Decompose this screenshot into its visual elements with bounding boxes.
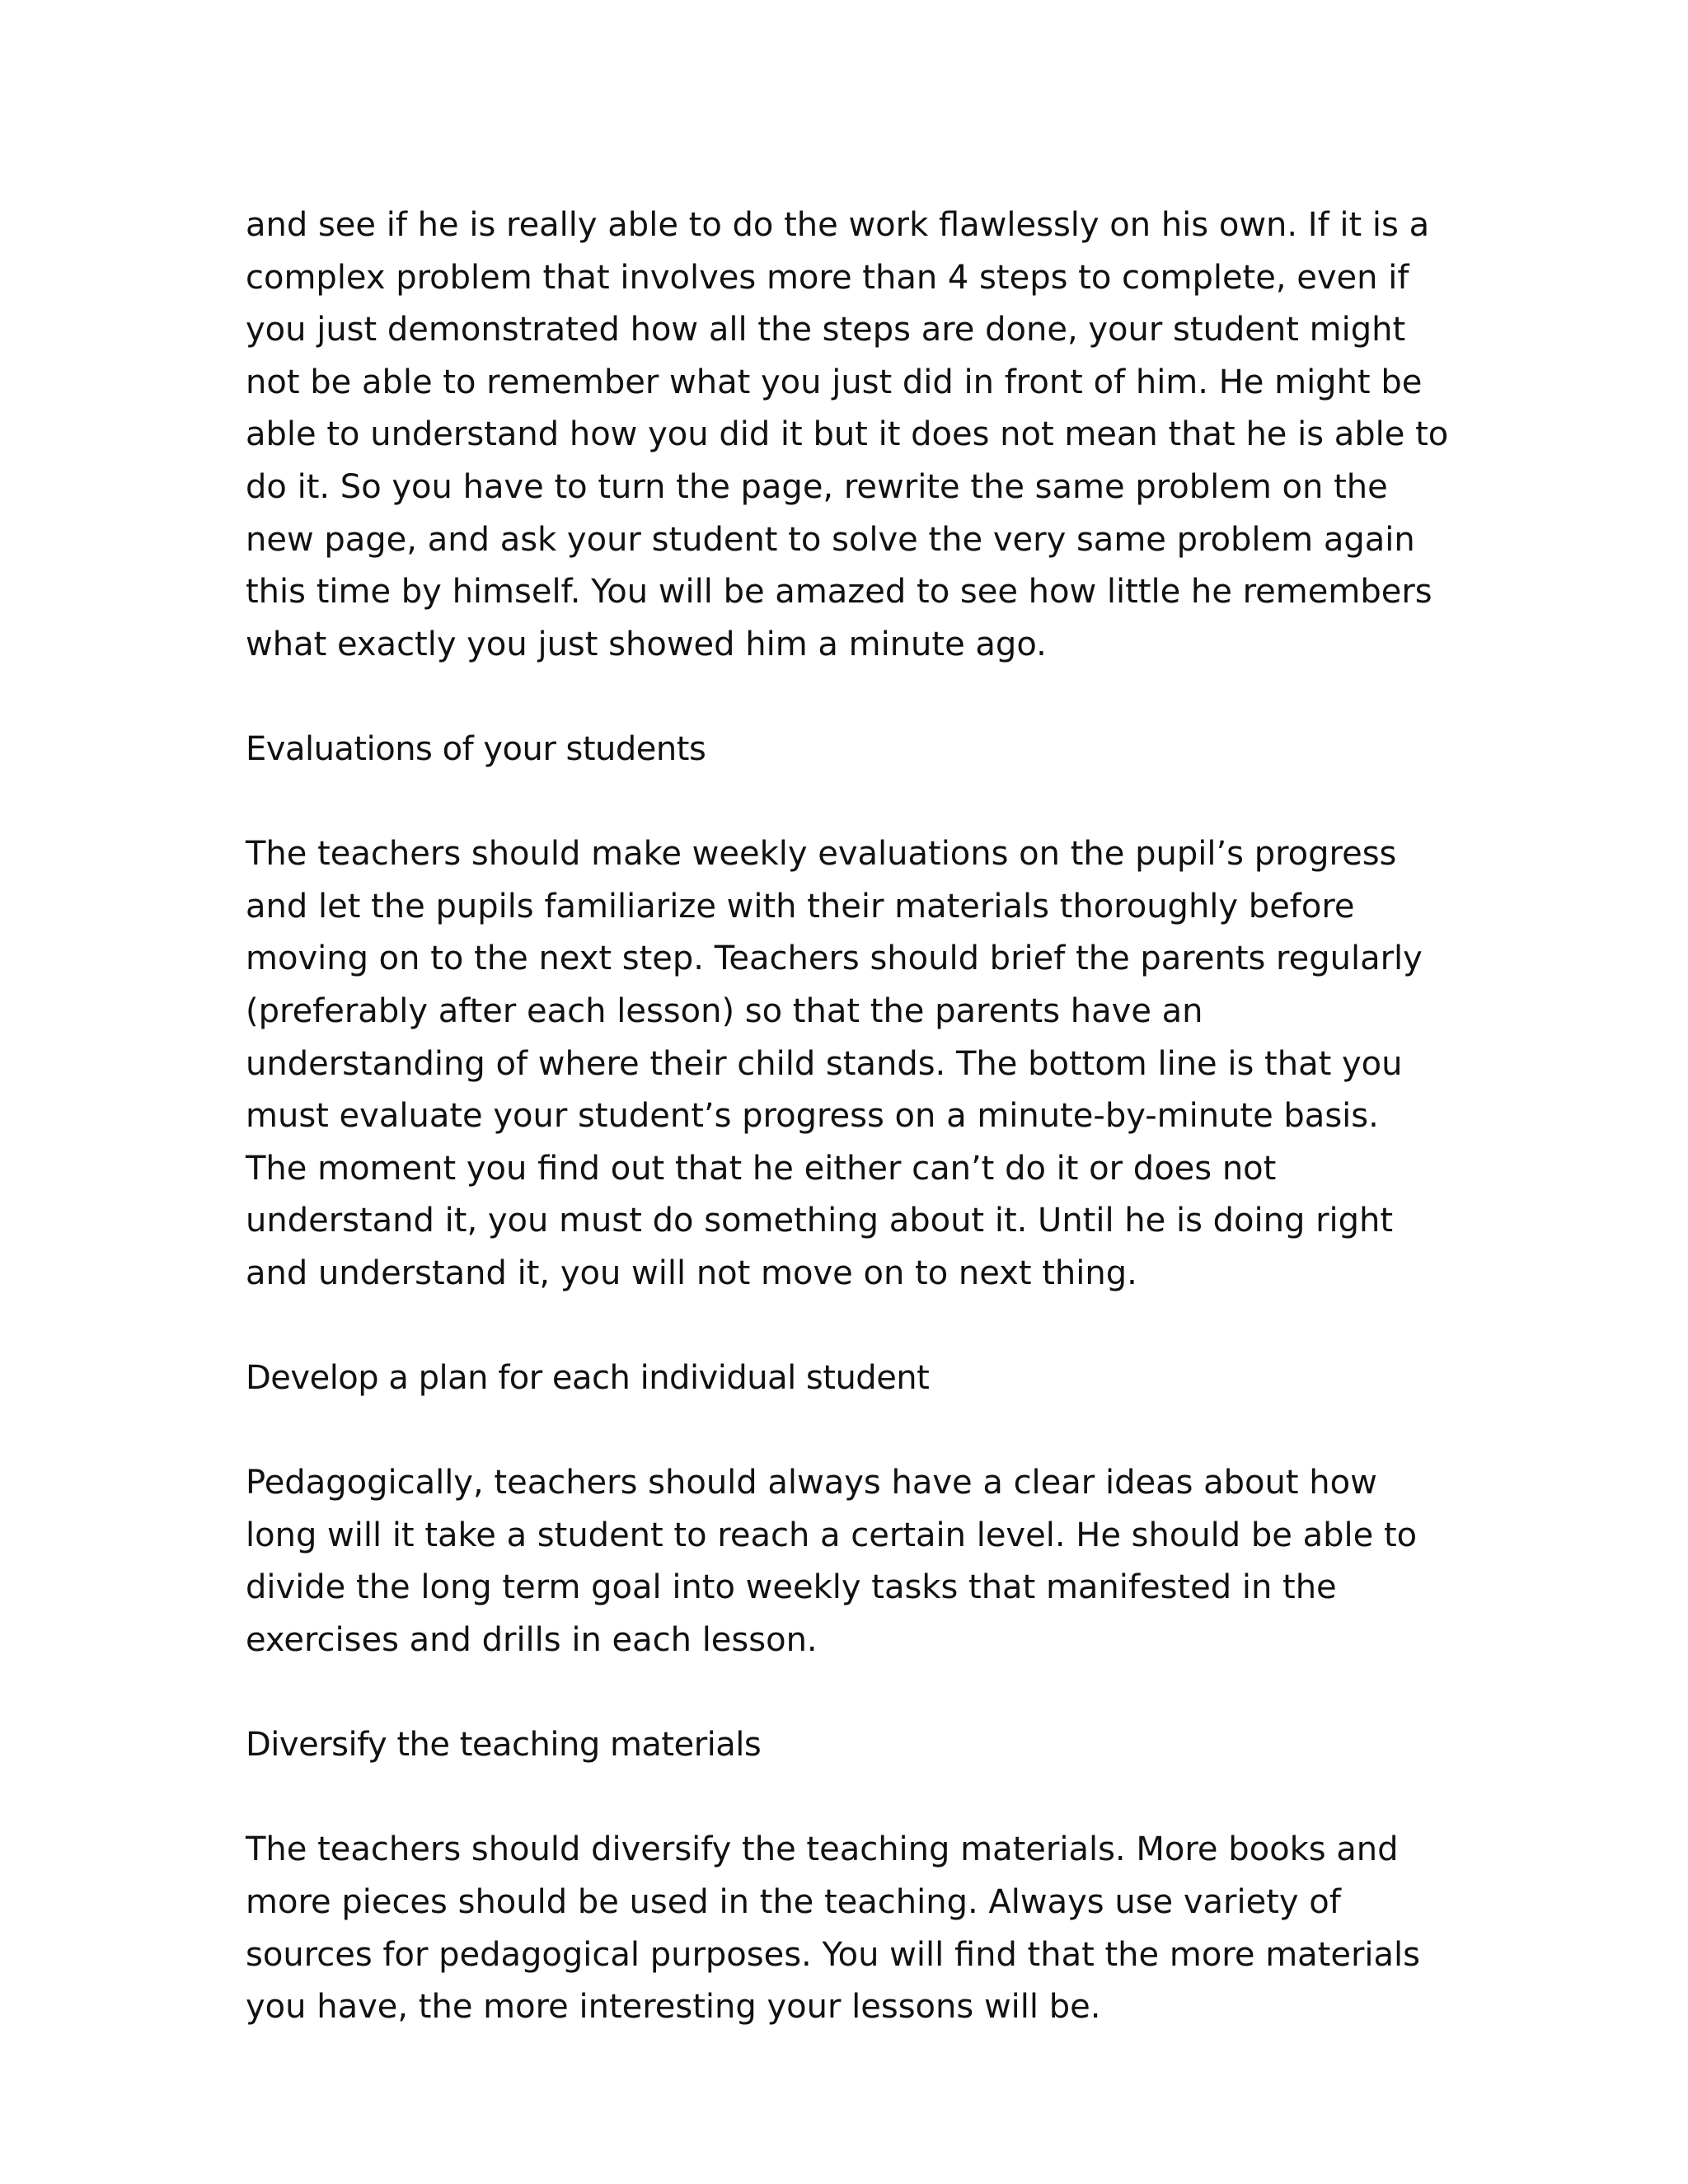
spacer: [246, 1300, 1449, 1352]
heading-develop-plan: Develop a plan for each individual student: [246, 1359, 930, 1398]
spacer: [246, 1667, 1449, 1720]
heading-evaluations: Evaluations of your students: [246, 729, 706, 768]
paragraph-evaluations: The teachers should make weekly evaluations on the pupil’s progress and let the pupils familiarize with their materials thoroughly before moving on to the next step. Teachers should brief the parents regularly (preferably after each lesson) so that the parents have an understanding of where their child stands. The bottom line is that you must evaluate your student’s progress on a minute-by-minute basis. The moment you find out that he either can’t do it or does not understand it, you must do something about it. Until he is doing right and understand it, you will not move on to next thing.: [246, 835, 1423, 1292]
heading-diversify: Diversify the teaching materials: [246, 1726, 762, 1765]
spacer: [246, 671, 1449, 724]
paragraph-develop-plan: Pedagogically, teachers should always have a clear ideas about how long will it take a student to reach a certain level. He should be able to divide the long term goal into weekly tasks that manifested in the exercises and drills in each lesson.: [246, 1464, 1418, 1660]
spacer: [246, 776, 1449, 829]
document-body: [246, 199, 1449, 2034]
spacer: [246, 1405, 1449, 1458]
paragraph-diversify: The teachers should diversify the teaching materials. More books and more pieces should be used in the teaching. Always use variety of sources for pedagogical purposes. You will find that the more materials you have, the more interesting your lessons will be.: [246, 1830, 1420, 2027]
paragraph-work-flawlessly: and see if he is really able to do the work flawlessly on his own. If it is a complex problem that involves more than 4 steps to complete, even if you just demonstrated how all the steps are done, your student might not be able to remember what you just did in front of him. He might be able to understand how you did it but it does not mean that he is able to do it. So you have to turn the page, rewrite the same problem on the new page, and ask your student to solve the very same problem again this time by himself. You will be amazed to see how little he remembers what exactly you just showed him a minute ago.: [246, 206, 1449, 663]
spacer: [246, 1772, 1449, 1825]
